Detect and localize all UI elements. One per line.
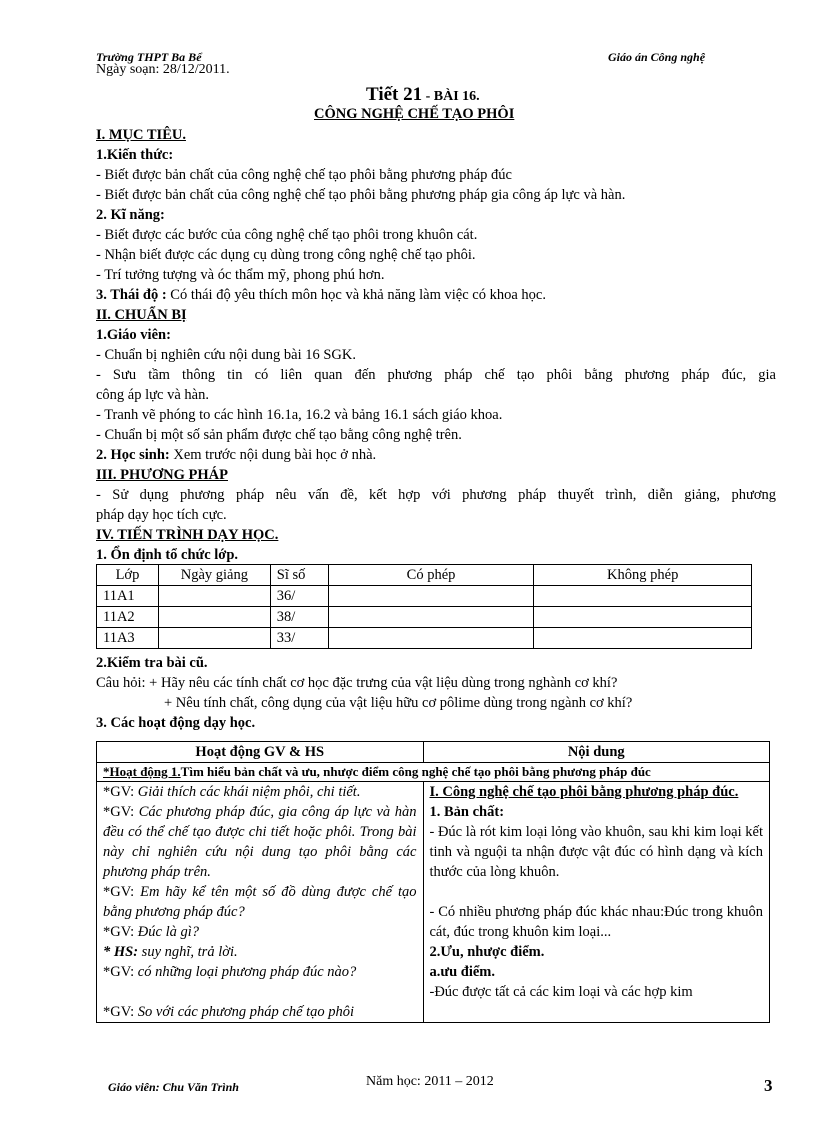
student-prep-text: Xem trước nội dung bài học ở nhà.	[169, 447, 377, 463]
student-prep-heading: 2. Học sinh:	[96, 447, 170, 463]
activities-heading: 3. Các hoạt động dạy học.	[96, 715, 256, 731]
table-header: Sĩ số	[270, 565, 328, 586]
table-header: Có phép	[328, 565, 534, 586]
step-text: Giải thích các khái niệm phôi, chi tiết.	[134, 784, 361, 800]
content-adv-sub: a.ưu điểm.	[429, 964, 495, 980]
hs-step	[103, 942, 417, 962]
content-paragraph: - Có nhiều phương pháp đúc khác nhau:Đúc trong khuôn cát, đúc trong khuôn kim loại...	[429, 904, 763, 940]
skill-item: - Biết được các bước của công nghệ chế tạo phôi trong khuôn cát.	[96, 227, 478, 243]
speaker: *GV:	[103, 784, 135, 800]
content-adv-heading: 2.Ưu, nhược điểm.	[429, 944, 545, 960]
table-header: Lớp	[97, 565, 159, 586]
table-cell	[328, 586, 534, 607]
table-header: Ngày giảng	[158, 565, 270, 586]
activity-left-column	[97, 782, 424, 1023]
table-cell: 11A3	[97, 628, 159, 649]
lesson-subject: CÔNG NGHỆ CHẾ TẠO PHÔI	[314, 106, 515, 122]
activity-right-column	[423, 782, 770, 1023]
content-section-heading: I. Công nghệ chế tạo phôi bằng phương pháp đúc.	[429, 784, 739, 800]
activity-1-title	[97, 763, 770, 782]
table-cell: 38/	[270, 607, 328, 628]
skill-item: - Nhận biết được các dụng cụ dùng trong công nghệ chế tạo phôi.	[96, 247, 476, 263]
activity-1-label: *Hoạt động 1.	[103, 764, 181, 779]
content-nature-heading: 1. Bản chất:	[429, 804, 505, 820]
activity-header-gv-hs: Hoạt động GV & HS	[97, 742, 424, 763]
question-1: Câu hỏi: + Hãy nêu các tính chất cơ học đặc trưng của vật liệu dùng trong nghành cơ khí?	[96, 675, 618, 691]
table-header-row	[97, 565, 752, 586]
section-3-heading: III. PHƯƠNG PHÁP	[96, 467, 228, 483]
gv-step	[103, 962, 417, 982]
skill-item: - Trí tưởng tượng và óc thẩm mỹ, phong phú hơn.	[96, 267, 385, 283]
gv-step	[103, 782, 417, 802]
gv-step	[103, 922, 417, 942]
step-text: có những loại phương pháp đúc nào?	[134, 964, 357, 980]
gv-step	[103, 1002, 417, 1022]
table-cell	[328, 607, 534, 628]
section-4-heading: IV. TIẾN TRÌNH DẠY HỌC.	[96, 527, 279, 543]
attitude-heading: 3. Thái độ :	[96, 287, 167, 303]
student-prep-line	[96, 445, 776, 465]
gv-step	[103, 802, 417, 882]
activity-header-row	[97, 742, 770, 763]
table-cell	[534, 628, 752, 649]
step-text: Đúc là gì?	[134, 924, 199, 940]
prep-date: Ngày soạn: 28/12/2011.	[96, 62, 230, 77]
knowledge-item: - Biết được bản chất của công nghệ chế tạo phôi bằng phương pháp gia công áp lực và hàn.	[96, 187, 626, 203]
section-2-heading: II. CHUẨN BỊ	[96, 307, 187, 323]
teacher-prep-item: - Sưu tầm thông tin có liên quan đến phương pháp chế tạo phôi bằng phương pháp đúc, gia	[96, 367, 776, 383]
step-text: So với các phương pháp chế tạo phôi	[134, 1004, 355, 1020]
table-cell	[158, 628, 270, 649]
content-paragraph: -Đúc được tất cả các kim loại và các hợp kim	[429, 984, 693, 1000]
speaker: *GV:	[103, 884, 135, 900]
activity-1-row	[97, 763, 770, 782]
activity-1-text: Tìm hiểu bản chất và ưu, nhược điểm công nghệ chế tạo phôi bằng phương pháp đúc	[180, 764, 651, 779]
method-text: - Sử dụng phương pháp nêu vấn đề, kết hợp với phương pháp thuyết trình, diễn giảng, phương	[96, 487, 776, 503]
method-text-cont: pháp dạy học tích cực.	[96, 507, 227, 523]
table-cell: 11A1	[97, 586, 159, 607]
step-text: Các phương pháp đúc, gia công áp lực và hàn đều có thể chế tạo được chi tiết hoặc phôi. Trong bài này chỉ nghiên cứu nội dung tạo phôi bằng các phương pháp trên.	[103, 804, 417, 880]
lesson-number: Tiết 21	[366, 84, 423, 105]
content-paragraph: - Đúc là rót kim loại lỏng vào khuôn, sau khi kim loại kết tinh và nguội ta nhận được vật đúc có hình dạng và kích thước của lòng khuôn.	[429, 824, 763, 880]
table-row	[97, 586, 752, 607]
school-name: Trường THPT Ba Bể	[96, 50, 202, 64]
step-text: suy nghĩ, trả lời.	[138, 944, 238, 960]
table-row	[97, 607, 752, 628]
table-row	[97, 628, 752, 649]
activity-table	[96, 741, 770, 1023]
question-2: + Nêu tính chất, công dụng của vật liệu hữu cơ pôlime dùng trong ngành cơ khí?	[164, 695, 633, 711]
teacher-prep-heading: 1.Giáo viên:	[96, 327, 171, 343]
activity-header-content: Nội dung	[423, 742, 770, 763]
footer-teacher: Giáo viên: Chu Văn Trình	[108, 1080, 239, 1094]
table-cell	[158, 586, 270, 607]
table-cell: 36/	[270, 586, 328, 607]
table-cell: 11A2	[97, 607, 159, 628]
stabilize-heading: 1. Ổn định tổ chức lớp.	[96, 547, 239, 563]
table-cell	[328, 628, 534, 649]
table-cell	[534, 607, 752, 628]
attendance-table	[96, 564, 752, 649]
speaker: *GV:	[103, 804, 135, 820]
teacher-prep-item: - Chuẩn bị một số sản phẩm được chế tạo bằng công nghệ trên.	[96, 427, 462, 443]
document-type: Giáo án Công nghệ	[608, 50, 706, 64]
table-cell	[534, 586, 752, 607]
section-1-heading: I. MỤC TIÊU.	[96, 127, 186, 143]
old-lesson-check-heading: 2.Kiểm tra bài cũ.	[96, 655, 208, 671]
table-cell: 33/	[270, 628, 328, 649]
table-header: Không phép	[534, 565, 752, 586]
step-text: Em hãy kể tên một số đồ dùng được chế tạo bằng phương pháp đúc?	[103, 884, 417, 920]
page-number: 3	[764, 1076, 773, 1095]
speaker: *GV:	[103, 924, 135, 940]
teacher-prep-item: - Tranh vẽ phóng to các hình 16.1a, 16.2 và bảng 16.1 sách giáo khoa.	[96, 407, 503, 423]
table-cell	[158, 607, 270, 628]
speaker: * HS:	[103, 944, 139, 960]
gv-step	[103, 882, 417, 922]
speaker: *GV:	[103, 1004, 135, 1020]
attitude-line	[96, 285, 776, 305]
knowledge-heading: 1.Kiến thức:	[96, 147, 174, 163]
lesson-title	[366, 84, 480, 106]
speaker: *GV:	[103, 964, 135, 980]
teacher-prep-item-cont: công áp lực và hàn.	[96, 387, 209, 403]
skill-heading: 2. Kĩ năng:	[96, 207, 165, 223]
footer-year: Năm học: 2011 – 2012	[366, 1074, 494, 1089]
attitude-text: Có thái độ yêu thích môn học và khả năng làm việc có khoa học.	[166, 287, 546, 303]
teacher-prep-item: - Chuẩn bị nghiên cứu nội dung bài 16 SGK.	[96, 347, 356, 363]
lesson-bai: - BÀI 16.	[422, 89, 480, 104]
knowledge-item: - Biết được bản chất của công nghệ chế tạo phôi bằng phương pháp đúc	[96, 167, 512, 183]
activity-content-row	[97, 782, 770, 1023]
